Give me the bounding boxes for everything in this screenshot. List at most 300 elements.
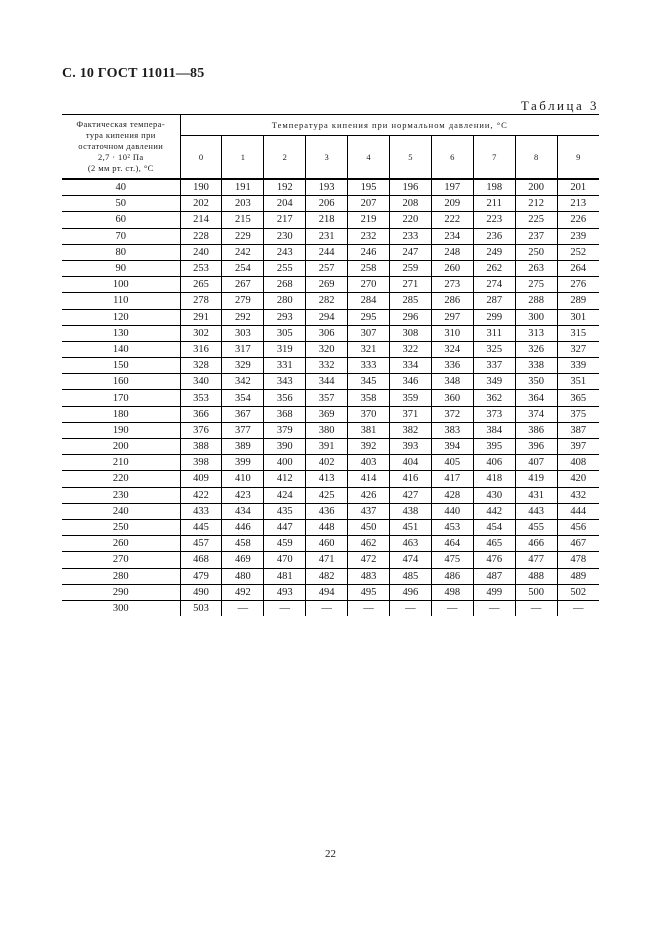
table-cell: 230 [264, 228, 306, 244]
table-cell: 193 [306, 179, 348, 196]
table-cell: 402 [306, 455, 348, 471]
table-cell: — [557, 600, 599, 616]
stub-line: остаточном давлении [78, 141, 164, 151]
table-cell: 196 [389, 179, 431, 196]
table-cell: 394 [431, 439, 473, 455]
table-cell: 337 [473, 358, 515, 374]
table-cell: 496 [389, 584, 431, 600]
table-cell: 220 [389, 212, 431, 228]
table-cell: 358 [348, 390, 390, 406]
table-row [62, 600, 599, 616]
table-cell: 357 [306, 390, 348, 406]
table-cell: 481 [264, 568, 306, 584]
table-cell: 383 [431, 422, 473, 438]
table-cell: — [473, 600, 515, 616]
table-cell: 276 [557, 277, 599, 293]
table-row [62, 406, 599, 422]
table-cell: 223 [473, 212, 515, 228]
row-label: 180 [62, 406, 180, 422]
table-cell: 307 [348, 325, 390, 341]
table-cell: 426 [348, 487, 390, 503]
table-cell: 350 [515, 374, 557, 390]
table-cell: 327 [557, 341, 599, 357]
table-cell: 436 [306, 503, 348, 519]
table-cell: 268 [264, 277, 306, 293]
table-cell: 291 [180, 309, 222, 325]
table-cell: 208 [389, 196, 431, 212]
table-cell: 463 [389, 536, 431, 552]
table-cell: 348 [431, 374, 473, 390]
table-body [62, 179, 599, 616]
table-cell: 244 [306, 244, 348, 260]
table-cell: 209 [431, 196, 473, 212]
table-cell: 200 [515, 179, 557, 196]
table-cell: 410 [222, 471, 264, 487]
table-cell: 345 [348, 374, 390, 390]
table-cell: 213 [557, 196, 599, 212]
table-row [62, 277, 599, 293]
table-cell: 458 [222, 536, 264, 552]
table-cell: 380 [306, 422, 348, 438]
table-cell: 392 [348, 439, 390, 455]
table-row [62, 471, 599, 487]
table-cell: 285 [389, 293, 431, 309]
table-cell: 326 [515, 341, 557, 357]
table-cell: 284 [348, 293, 390, 309]
table-cell: 367 [222, 406, 264, 422]
table-cell: 263 [515, 260, 557, 276]
table-cell: 211 [473, 196, 515, 212]
table-cell: 387 [557, 422, 599, 438]
table-cell: 329 [222, 358, 264, 374]
row-label: 240 [62, 503, 180, 519]
table-cell: 403 [348, 455, 390, 471]
table-cell: 218 [306, 212, 348, 228]
table-cell: 231 [306, 228, 348, 244]
table-cell: 413 [306, 471, 348, 487]
table-cell: 423 [222, 487, 264, 503]
table-cell: 409 [180, 471, 222, 487]
table-cell: 460 [306, 536, 348, 552]
row-label: 50 [62, 196, 180, 212]
table-cell: 468 [180, 552, 222, 568]
row-label: 260 [62, 536, 180, 552]
table-caption: Таблица 3 [520, 98, 599, 113]
table-row [62, 536, 599, 552]
table-cell: 393 [389, 439, 431, 455]
table-cell: 294 [306, 309, 348, 325]
table-cell: 293 [264, 309, 306, 325]
table-cell: 308 [389, 325, 431, 341]
table-cell: 236 [473, 228, 515, 244]
table-cell: 324 [431, 341, 473, 357]
table-cell: 495 [348, 584, 390, 600]
table-cell: 280 [264, 293, 306, 309]
table-cell: 289 [557, 293, 599, 309]
table-cell: 225 [515, 212, 557, 228]
row-label: 40 [62, 179, 180, 196]
table-cell: 204 [264, 196, 306, 212]
row-label: 300 [112, 602, 129, 614]
table-cell: 457 [180, 536, 222, 552]
table-cell: 356 [264, 390, 306, 406]
table-row [62, 374, 599, 390]
table-cell: 232 [348, 228, 390, 244]
table-cell: 331 [264, 358, 306, 374]
table-cell: 485 [389, 568, 431, 584]
table-cell: 500 [515, 584, 557, 600]
table-cell: 313 [515, 325, 557, 341]
table-row [62, 309, 599, 325]
table-cell: 422 [180, 487, 222, 503]
table-cell: 390 [264, 439, 306, 455]
table-row [62, 422, 599, 438]
table-cell: 447 [264, 519, 306, 535]
table-row [62, 503, 599, 519]
table-cell: 370 [348, 406, 390, 422]
table-cell: 322 [389, 341, 431, 357]
row-label: 60 [62, 212, 180, 228]
table-cell: 226 [557, 212, 599, 228]
table-cell: 494 [306, 584, 348, 600]
table-cell: 470 [264, 552, 306, 568]
table-cell: 388 [180, 439, 222, 455]
table-cell: 490 [180, 584, 222, 600]
table-cell: 438 [389, 503, 431, 519]
table-cell: 391 [306, 439, 348, 455]
table-cell: 430 [473, 487, 515, 503]
table-cell: 477 [515, 552, 557, 568]
table-cell: 252 [557, 244, 599, 260]
table-cell: 198 [473, 179, 515, 196]
table-cell: 428 [431, 487, 473, 503]
table-cell: 249 [473, 244, 515, 260]
table-cell: 248 [431, 244, 473, 260]
table-cell: 448 [306, 519, 348, 535]
table-cell: 219 [348, 212, 390, 228]
table-cell: 487 [473, 568, 515, 584]
table-cell: 373 [473, 406, 515, 422]
table-cell: 359 [389, 390, 431, 406]
table-cell: 207 [348, 196, 390, 212]
digit-header-5: 5 [389, 136, 431, 180]
table-cell: 372 [431, 406, 473, 422]
digit-header-8: 8 [515, 136, 557, 180]
table-cell: 475 [431, 552, 473, 568]
table-cell: 215 [222, 212, 264, 228]
row-label: 100 [62, 277, 180, 293]
row-label: 280 [62, 568, 180, 584]
table-cell: 425 [306, 487, 348, 503]
table-cell: 366 [180, 406, 222, 422]
table-cell: 271 [389, 277, 431, 293]
digit-header-2: 2 [264, 136, 306, 180]
table-cell: 319 [264, 341, 306, 357]
row-label: 230 [62, 487, 180, 503]
table-cell: 369 [306, 406, 348, 422]
table-cell: 258 [348, 260, 390, 276]
table-cell: 414 [348, 471, 390, 487]
table-cell: 240 [180, 244, 222, 260]
table-cell: 234 [431, 228, 473, 244]
table-cell: 382 [389, 422, 431, 438]
table-cell: — [348, 600, 390, 616]
table-cell: 340 [180, 374, 222, 390]
table-row [62, 439, 599, 455]
table-cell: 250 [515, 244, 557, 260]
row-label: 150 [62, 358, 180, 374]
table-cell: 264 [557, 260, 599, 276]
table-cell: 360 [431, 390, 473, 406]
table-row [62, 584, 599, 600]
table-cell: 376 [180, 422, 222, 438]
table-cell: 435 [264, 503, 306, 519]
table-cell: 445 [180, 519, 222, 535]
table-cell: 377 [222, 422, 264, 438]
table-cell: 262 [473, 260, 515, 276]
table-cell: 450 [348, 519, 390, 535]
table-cell: 432 [557, 487, 599, 503]
table-cell: 434 [222, 503, 264, 519]
table-cell: 297 [431, 309, 473, 325]
table-cell: 365 [557, 390, 599, 406]
row-label: 170 [62, 390, 180, 406]
table-cell: 478 [557, 552, 599, 568]
table-cell: 301 [557, 309, 599, 325]
table-cell: 286 [431, 293, 473, 309]
digit-header-3: 3 [306, 136, 348, 180]
table-cell: 253 [180, 260, 222, 276]
table-cell: 342 [222, 374, 264, 390]
table-cell: 269 [306, 277, 348, 293]
table-cell: 292 [222, 309, 264, 325]
table-cell: 362 [473, 390, 515, 406]
table-cell: 479 [180, 568, 222, 584]
table-cell: 343 [264, 374, 306, 390]
table-row [62, 341, 599, 357]
page-number: 22 [325, 848, 336, 860]
table-cell: 320 [306, 341, 348, 357]
table-cell: 400 [264, 455, 306, 471]
table-cell: 201 [557, 179, 599, 196]
table-cell: 483 [348, 568, 390, 584]
stub-header [62, 115, 180, 180]
table-cell: 338 [515, 358, 557, 374]
group-header: Температура кипения при нормальном давлении, °С [180, 115, 599, 136]
boiling-point-table [62, 114, 599, 616]
row-label: 110 [62, 293, 180, 309]
table-cell: 406 [473, 455, 515, 471]
digit-header-0: 0 [180, 136, 222, 180]
table-cell: 190 [180, 179, 222, 196]
table-cell: — [389, 600, 431, 616]
table-cell: 278 [180, 293, 222, 309]
table-row [62, 228, 599, 244]
table-cell: 336 [431, 358, 473, 374]
row-label: 80 [62, 244, 180, 260]
table-cell: 476 [473, 552, 515, 568]
table-cell: 389 [222, 439, 264, 455]
table-cell: 459 [264, 536, 306, 552]
table-cell: 398 [180, 455, 222, 471]
table-cell: 233 [389, 228, 431, 244]
table-cell: 364 [515, 390, 557, 406]
table-cell: 464 [431, 536, 473, 552]
table-cell: 242 [222, 244, 264, 260]
table-cell: 302 [180, 325, 222, 341]
table-cell: 480 [222, 568, 264, 584]
table-cell: 374 [515, 406, 557, 422]
table-row [62, 325, 599, 341]
table-cell: 288 [515, 293, 557, 309]
table-cell: 482 [306, 568, 348, 584]
table-cell: — [306, 600, 348, 616]
table-cell: 273 [431, 277, 473, 293]
table-cell: 455 [515, 519, 557, 535]
table-cell: — [431, 600, 473, 616]
table-cell: 404 [389, 455, 431, 471]
table-row [62, 244, 599, 260]
table-cell: 433 [180, 503, 222, 519]
row-label: 120 [62, 309, 180, 325]
table-cell: 303 [222, 325, 264, 341]
table-cell: 419 [515, 471, 557, 487]
table-cell: 332 [306, 358, 348, 374]
table-cell: 212 [515, 196, 557, 212]
table-cell: 195 [348, 179, 390, 196]
table-row [62, 260, 599, 276]
table-cell: 321 [348, 341, 390, 357]
table-cell: 296 [389, 309, 431, 325]
table-cell: 474 [389, 552, 431, 568]
table-cell: 397 [557, 439, 599, 455]
table-cell: 417 [431, 471, 473, 487]
table-cell: 375 [557, 406, 599, 422]
table-cell: 396 [515, 439, 557, 455]
table-cell: 192 [264, 179, 306, 196]
table-row [62, 358, 599, 374]
table-cell: 469 [222, 552, 264, 568]
row-label: 250 [62, 519, 180, 535]
table-cell: 197 [431, 179, 473, 196]
table-cell: 493 [264, 584, 306, 600]
table-cell: 255 [264, 260, 306, 276]
table-cell: 407 [515, 455, 557, 471]
table-cell: 316 [180, 341, 222, 357]
table-cell: 503 [180, 600, 222, 616]
table-cell: 488 [515, 568, 557, 584]
table-cell: 295 [348, 309, 390, 325]
table-cell: 217 [264, 212, 306, 228]
table-cell: 305 [264, 325, 306, 341]
table-cell: 498 [431, 584, 473, 600]
table-row [62, 519, 599, 535]
table-cell: 260 [431, 260, 473, 276]
table-cell: — [222, 600, 264, 616]
table-cell: 202 [180, 196, 222, 212]
table-row [62, 212, 599, 228]
table-cell: 310 [431, 325, 473, 341]
table-cell: 408 [557, 455, 599, 471]
table-cell: 368 [264, 406, 306, 422]
row-label: 270 [62, 552, 180, 568]
page-header: С. 10 ГОСТ 11011—85 [62, 66, 205, 81]
table-row [62, 568, 599, 584]
table-cell: 465 [473, 536, 515, 552]
row-label: 140 [62, 341, 180, 357]
table-cell: 254 [222, 260, 264, 276]
table-cell: 399 [222, 455, 264, 471]
table-cell: 287 [473, 293, 515, 309]
table-row [62, 552, 599, 568]
table-row [62, 179, 599, 196]
table-cell: 395 [473, 439, 515, 455]
table-cell: 379 [264, 422, 306, 438]
digit-header-6: 6 [431, 136, 473, 180]
table-cell: 229 [222, 228, 264, 244]
table-cell: 275 [515, 277, 557, 293]
digit-header-9: 9 [557, 136, 599, 180]
table-row [62, 196, 599, 212]
row-label: 130 [62, 325, 180, 341]
table-cell: 334 [389, 358, 431, 374]
table-cell: 222 [431, 212, 473, 228]
table-cell: 427 [389, 487, 431, 503]
table-cell: 416 [389, 471, 431, 487]
table-cell: 446 [222, 519, 264, 535]
table-cell: — [515, 600, 557, 616]
row-label: 200 [62, 439, 180, 455]
table-cell: 471 [306, 552, 348, 568]
table-cell: 420 [557, 471, 599, 487]
row-label: 90 [62, 260, 180, 276]
table-cell: 431 [515, 487, 557, 503]
table-cell: 424 [264, 487, 306, 503]
table-cell: 489 [557, 568, 599, 584]
table-cell: 466 [515, 536, 557, 552]
table-cell: 246 [348, 244, 390, 260]
row-label: 190 [62, 422, 180, 438]
table-cell: 443 [515, 503, 557, 519]
table-row [62, 390, 599, 406]
table-cell: — [264, 600, 306, 616]
table-cell: 267 [222, 277, 264, 293]
table-cell: 203 [222, 196, 264, 212]
stub-line: тура кипения при [85, 130, 156, 140]
table-cell: 346 [389, 374, 431, 390]
table-cell: 412 [264, 471, 306, 487]
table-cell: 440 [431, 503, 473, 519]
table-cell: 486 [431, 568, 473, 584]
table-row [62, 455, 599, 471]
table-cell: 492 [222, 584, 264, 600]
table-cell: 462 [348, 536, 390, 552]
table-row [62, 487, 599, 503]
digit-header-4: 4 [348, 136, 390, 180]
table-cell: 444 [557, 503, 599, 519]
table-cell: 214 [180, 212, 222, 228]
table-cell: 279 [222, 293, 264, 309]
table-cell: 333 [348, 358, 390, 374]
table-cell: 351 [557, 374, 599, 390]
table-cell: 418 [473, 471, 515, 487]
table-cell: 339 [557, 358, 599, 374]
table-cell: 386 [515, 422, 557, 438]
digit-header-1: 1 [222, 136, 264, 180]
table-cell: 384 [473, 422, 515, 438]
table-cell: 257 [306, 260, 348, 276]
table-cell: 317 [222, 341, 264, 357]
